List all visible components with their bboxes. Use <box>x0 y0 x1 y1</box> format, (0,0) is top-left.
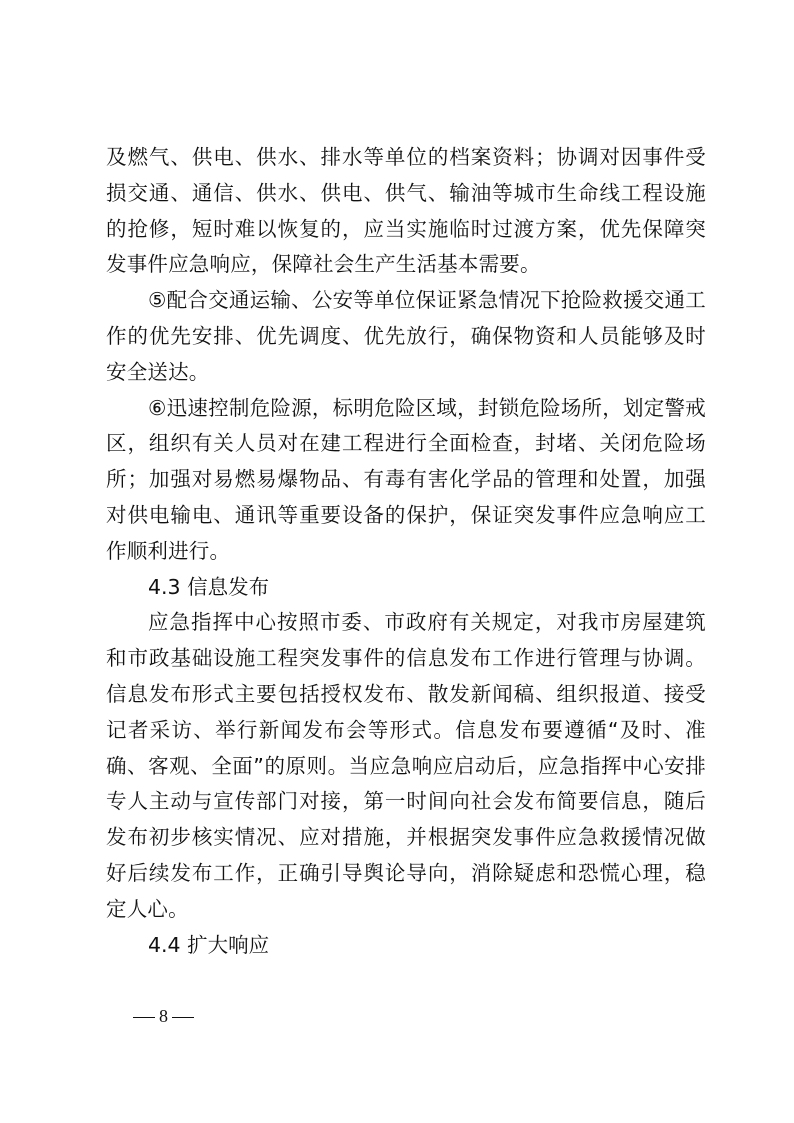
paragraph-continued: 及燃气、供电、供水、排水等单位的档案资料；协调对因事件受损交通、通信、供水、供电、供气、输油等城市生命线工程设施的抢修，短时难以恢复的，应当实施临时过渡方案，优先保障突发事件应急响应，保障社会生产生活基本需要。 <box>106 145 706 277</box>
footer-dash-left <box>133 1017 155 1018</box>
page-number: 8 <box>159 1006 168 1026</box>
section-heading-4-3: 4.3 信息发布 <box>148 574 270 599</box>
section-heading-4-4: 4.4 扩大响应 <box>148 932 270 957</box>
document-body <box>106 140 706 963</box>
page-footer <box>129 1006 198 1027</box>
paragraph-item-5: ⑤配合交通运输、公安等单位保证紧急情况下抢险救援交通工作的优先安排、优先调度、优先放行，确保物资和人员能够及时安全送达。 <box>106 288 706 384</box>
paragraph-info-release: 应急指挥中心按照市委、市政府有关规定，对我市房屋建筑和市政基础设施工程突发事件的信息发布工作进行管理与协调。信息发布形式主要包括授权发布、散发新闻稿、组织报道、接受记者采访、举行新闻发布会等形式。信息发布要遵循“及时、准确、客观、全面”的原则。当应急响应启动后，应急指挥中心安排专人主动与宣传部门对接，第一时间向社会发布简要信息，随后发布初步核实情况、应对措施，并根据突发事件应急救援情况做好后续发布工作，正确引导舆论导向，消除疑虑和恐慌心理，稳定人心。 <box>106 610 706 921</box>
paragraph-item-6: ⑥迅速控制危险源，标明危险区域，封锁危险场所，划定警戒区，组织有关人员对在建工程进行全面检查，封堵、关闭危险场所；加强对易燃易爆物品、有毒有害化学品的管理和处置，加强对供电输电、通讯等重要设备的保护，保证突发事件应急响应工作顺利进行。 <box>106 395 706 563</box>
footer-dash-right <box>172 1017 194 1018</box>
